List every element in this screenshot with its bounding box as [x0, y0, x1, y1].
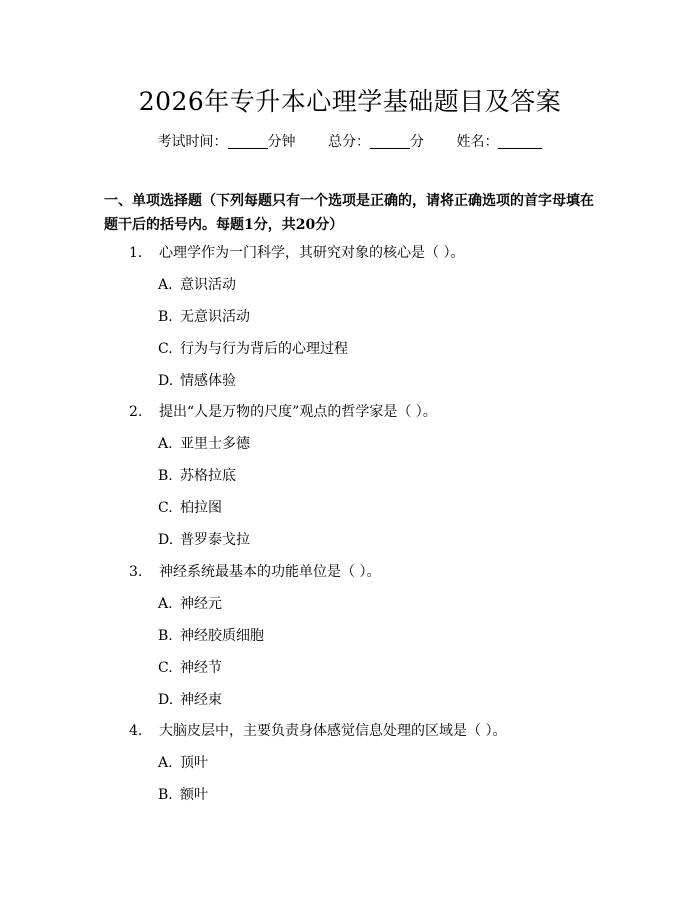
name-label: 姓名： [456, 134, 499, 150]
option-text: 无意识活动 [180, 309, 250, 325]
option-letter: C. [158, 660, 173, 676]
option-text: 额叶 [180, 787, 208, 803]
question-2-option-c [158, 498, 222, 518]
option-letter: A. [158, 277, 173, 293]
option-letter: A. [158, 436, 173, 452]
option-text: 行为与行为背后的心理过程 [180, 341, 348, 357]
option-text: 神经节 [180, 660, 222, 676]
option-letter: B. [158, 628, 173, 644]
question-4-option-a [158, 753, 208, 773]
question-2 [129, 402, 437, 422]
total-score-label: 总分： [328, 134, 370, 150]
question-text: 神经系统最基本的功能单位是（ ）。 [159, 564, 381, 580]
question-number: 3. [129, 564, 143, 580]
question-number: 1. [129, 245, 143, 261]
question-number: 2. [129, 404, 143, 420]
option-letter: B. [158, 787, 173, 803]
question-3 [129, 562, 380, 582]
question-1-option-b [158, 307, 250, 327]
question-3-option-a [158, 594, 222, 614]
option-letter: B. [158, 309, 173, 325]
option-text: 神经元 [180, 596, 222, 612]
option-letter: C. [158, 341, 173, 357]
option-text: 柏拉图 [180, 500, 222, 516]
question-4-option-b [158, 785, 208, 805]
question-4 [129, 721, 506, 741]
exam-time-blank [228, 134, 268, 149]
question-1 [129, 243, 464, 263]
option-text: 意识活动 [180, 277, 236, 293]
option-text: 神经束 [180, 692, 222, 708]
question-1-option-d [158, 371, 236, 391]
option-text: 情感体验 [180, 373, 236, 389]
option-letter: D. [158, 692, 174, 708]
option-letter: C. [158, 500, 173, 516]
option-text: 亚里士多德 [180, 436, 250, 452]
total-score-field [328, 131, 424, 151]
question-text: 心理学作为一门科学，其研究对象的核心是（ ）。 [159, 245, 465, 261]
section-heading: 一、单项选择题（下列每题只有一个选项是正确的，请将正确选项的首字母填在题干后的括号内。每题1分，共20分） [104, 193, 594, 233]
question-text: 大脑皮层中，主要负责身体感觉信息处理的区域是（ ）。 [159, 723, 507, 739]
option-text: 顶叶 [180, 755, 208, 771]
question-1-option-a [158, 275, 236, 295]
question-1-option-c [158, 339, 348, 359]
question-3-option-d [158, 690, 222, 710]
question-2-option-d [158, 530, 250, 550]
question-text: 提出“人是万物的尺度”观点的哲学家是（ ）。 [159, 404, 437, 420]
option-text: 苏格拉底 [180, 468, 236, 484]
name-blank [498, 134, 542, 149]
option-text: 普罗泰戈拉 [180, 532, 250, 548]
option-text: 神经胶质细胞 [180, 628, 264, 644]
option-letter: A. [158, 596, 173, 612]
name-field [456, 131, 542, 151]
option-letter: A. [158, 755, 173, 771]
option-letter: D. [158, 532, 174, 548]
question-2-option-a [158, 434, 250, 454]
exam-info-line [0, 131, 700, 151]
exam-time-unit: 分钟 [267, 134, 296, 150]
question-3-option-b [158, 626, 264, 646]
question-number: 4. [129, 723, 143, 739]
question-3-option-c [158, 658, 222, 678]
exam-time-label: 考试时间： [157, 134, 228, 150]
total-score-unit: 分 [410, 134, 424, 150]
total-score-blank [370, 134, 410, 149]
page-title: 2026年专升本心理学基础题目及答案 [138, 87, 562, 116]
option-letter: D. [158, 373, 174, 389]
question-2-option-b [158, 466, 236, 486]
option-letter: B. [158, 468, 173, 484]
exam-time-field [158, 131, 296, 151]
